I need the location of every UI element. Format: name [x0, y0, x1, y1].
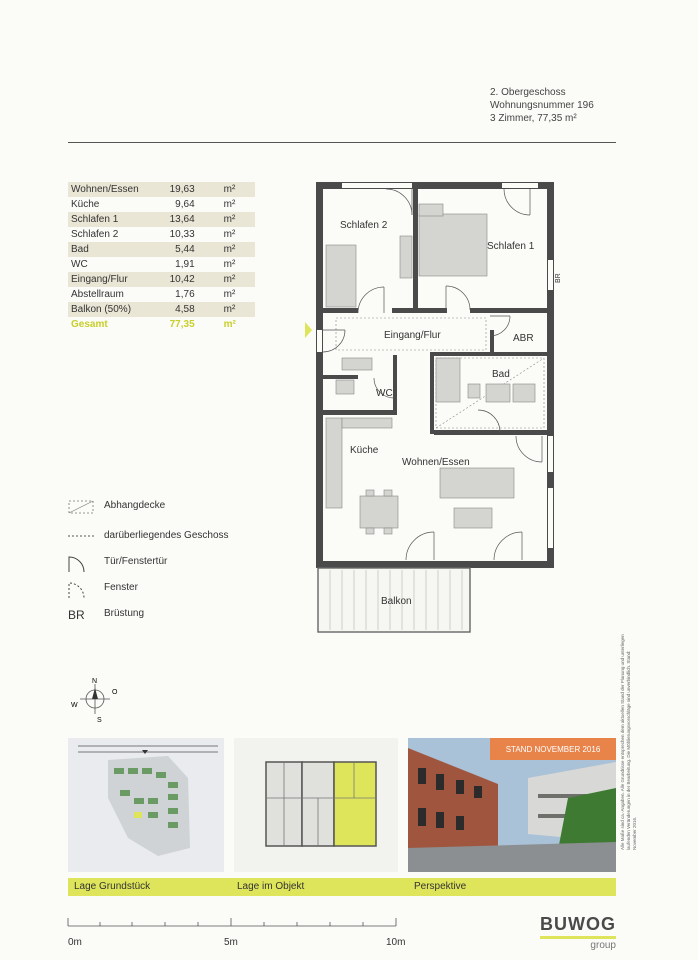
room-unit: m² — [223, 229, 236, 240]
room-area: 10,33 — [169, 229, 195, 240]
room-unit: m² — [198, 212, 255, 227]
building-position-thumbnail — [234, 738, 398, 872]
table-row — [68, 227, 255, 242]
room-unit: m² — [198, 272, 255, 287]
area-table — [68, 182, 255, 332]
room-name: Schlafen 1 — [68, 212, 142, 227]
legend-abhangdecke — [68, 500, 166, 517]
floor-plan — [300, 178, 560, 638]
room-name: Wohnen/Essen — [68, 182, 142, 197]
room-unit: m² — [198, 182, 255, 197]
room-area: 10,42 — [142, 272, 198, 287]
buwog-logo — [540, 914, 616, 951]
label-wohnen: Wohnen/Essen — [402, 457, 470, 468]
label-perspektive: Perspektive — [414, 881, 467, 892]
scale-5m: 5m — [224, 937, 238, 948]
table-row — [68, 302, 255, 317]
room-area: 13,64 — [142, 212, 198, 227]
logo-name: BUWOG — [540, 914, 616, 934]
room-unit: m² — [223, 319, 236, 330]
legend-fenster — [68, 582, 138, 601]
legend-label: Tür/Fenstertür — [104, 556, 168, 567]
room-summary: 3 Zimmer, 77,35 m² — [490, 113, 577, 124]
legend-br — [68, 608, 145, 622]
compass-n: N — [92, 678, 98, 685]
room-name: Küche — [71, 199, 100, 210]
site-plan-thumbnail — [68, 738, 224, 872]
room-unit: m² — [223, 289, 236, 300]
entrance-arrow-icon — [305, 322, 312, 338]
room-unit: m² — [198, 302, 255, 317]
br-symbol: BR — [68, 608, 85, 622]
table-row — [68, 257, 255, 272]
label-bad: Bad — [492, 369, 510, 380]
legend-tuer — [68, 556, 168, 575]
room-area: 77,35 — [169, 319, 195, 330]
label-kueche: Küche — [350, 445, 379, 456]
legend-label: darüberliegendes Geschoss — [104, 530, 229, 541]
dashed-line-icon — [68, 530, 94, 542]
legend-geschoss — [68, 530, 229, 545]
logo-sub: group — [590, 940, 616, 951]
thumbnail-label-strip — [68, 878, 616, 896]
label-lage-objekt: Lage im Objekt — [237, 881, 305, 892]
compass-o: O — [112, 689, 118, 696]
label-schlafen1: Schlafen 1 — [487, 241, 535, 252]
room-area: 1,91 — [175, 259, 195, 270]
label-lage-grundstueck: Lage Grundstück — [74, 881, 151, 892]
room-name: Bad — [68, 242, 142, 257]
label-balkon: Balkon — [381, 596, 412, 607]
scale-10m: 10m — [386, 937, 406, 948]
perspective-image — [408, 738, 616, 872]
unit-number: Wohnungsnummer 196 — [490, 100, 594, 111]
compass-s: S — [97, 717, 102, 724]
table-row — [68, 197, 255, 212]
room-area: 4,58 — [142, 302, 198, 317]
table-row — [68, 212, 255, 227]
room-name: Balkon (50%) — [68, 302, 142, 317]
room-name: WC — [71, 259, 88, 270]
apartment-header — [490, 86, 594, 125]
room-name: Eingang/Flur — [68, 272, 142, 287]
room-unit: m² — [198, 242, 255, 257]
room-unit: m² — [223, 259, 236, 270]
compass-icon — [70, 674, 120, 724]
legend-label: Brüstung — [104, 608, 145, 619]
table-row-total — [68, 317, 255, 332]
window-icon — [68, 582, 94, 598]
scale-bar — [66, 914, 406, 930]
header-divider — [68, 142, 616, 143]
room-area: 9,64 — [175, 199, 195, 210]
label-wc: WC — [376, 388, 393, 399]
table-row — [68, 182, 255, 197]
table-row — [68, 242, 255, 257]
stand-badge: STAND NOVEMBER 2016 — [505, 745, 601, 754]
compass-w: W — [71, 702, 78, 709]
disclaimer-note: Alle Maße sind ca.-Angaben. Alle Grundrisse entsprechen dem aktuellen Stand der Planung und unterliegen laufenden Veränderungen in der Bearbeitung. Die Möblierungsvorschläge sind unverbindlich. Stand: November 2016. — [620, 634, 637, 850]
table-row — [68, 272, 255, 287]
room-unit: m² — [223, 199, 236, 210]
legend-label: Abhangdecke — [104, 500, 166, 511]
door-icon — [68, 556, 94, 572]
room-area: 5,44 — [142, 242, 198, 257]
abhangdecke-icon — [68, 500, 94, 514]
floor-label: 2. Obergeschoss — [490, 87, 566, 98]
room-name: Gesamt — [71, 319, 108, 330]
scale-0m: 0m — [68, 937, 82, 948]
label-schlafen2: Schlafen 2 — [340, 220, 388, 231]
label-abr: ABR — [513, 333, 534, 344]
room-name: Schlafen 2 — [71, 229, 119, 240]
legend-label: Fenster — [104, 582, 138, 593]
room-area: 1,76 — [175, 289, 195, 300]
table-row — [68, 287, 255, 302]
label-eingang: Eingang/Flur — [384, 330, 441, 341]
room-name: Abstellraum — [71, 289, 124, 300]
label-br: BR — [555, 273, 562, 283]
room-area: 19,63 — [142, 182, 198, 197]
logo-underline — [540, 936, 616, 939]
